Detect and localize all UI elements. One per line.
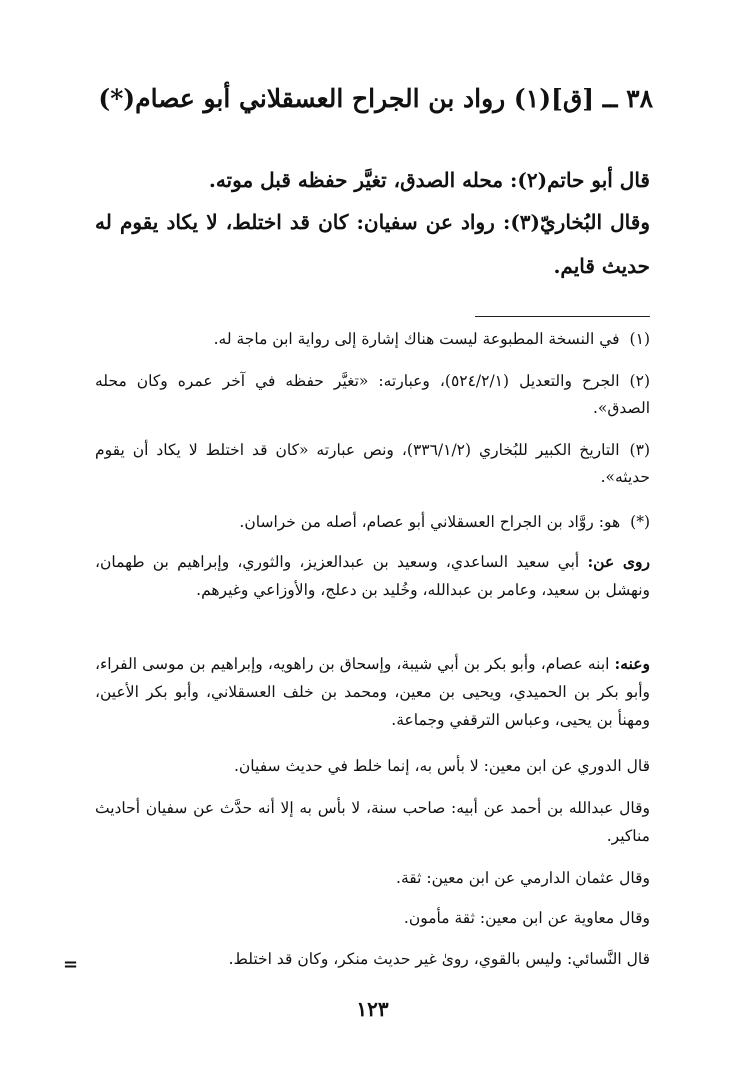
footnote-separator — [475, 316, 650, 317]
bio-quote-nasai: قال النَّسائي: وليس بالقوي، روىٰ غير حديث منكر، وكان قد اختلط. — [228, 950, 650, 968]
footnote-text: في النسخة المطبوعة ليست هناك إشارة إلى رواية ابن ماجة له. — [213, 330, 620, 348]
bio-text: ابنه عصام، وأبو بكر بن أبي شيبة، وإسحاق بن راهويه، وإبراهيم بن موسى الفراء، وأبو بكر بن الحميدي، ويحيى بن معين، ومحمد بن خلف العسقلاني، وأبو بكر الأعين، ومهنأ بن يحيى، وعباس الترقفي وجماعة. — [95, 655, 650, 729]
bio-quote-darimi: وقال عثمان الدارمي عن ابن معين: ثقة. — [396, 869, 650, 887]
entry-heading: ٣٨ ــ [ق](١) رواد بن الجراح العسقلاني أبو عصام(*) — [98, 84, 653, 113]
footnote-marker: (*) — [630, 513, 650, 531]
footnote-text: التاريخ الكبير للبُخاري (٣٣٦/١/٢)، ونص عبارته «كان قد اختلط لا يكاد أن يقوم حديثه». — [95, 441, 650, 486]
footnote-2 — [95, 368, 650, 422]
footnote-text: الجرح والتعديل (٥٢٤/٢/١)، وعبارته: «تغيَّر حفظه في آخر عمره وكان محله الصدق». — [95, 372, 650, 417]
body-paragraph-bukhari: وقال البُخاريّ(٣): رواد عن سفيان: كان قد اختلط، لا يكاد يقوم له حديث قايم. — [95, 210, 650, 278]
footnote-1 — [95, 326, 650, 353]
footnote-marker: (٣) — [629, 441, 650, 459]
body-paragraph-abu-hatim: قال أبو حاتم(٢): محله الصدق، تغيَّر حفظه قبل موته. — [208, 168, 650, 192]
page-number: ١٢٣ — [356, 997, 389, 1021]
bio-narrators — [95, 650, 650, 734]
footnote-text: هو: روَّاد بن الجراح العسقلاني أبو عصام، أصله من خراسان. — [239, 513, 621, 531]
footnote-3 — [95, 437, 650, 491]
footnote-marker: (١) — [629, 330, 650, 348]
bio-lead: روى عن: — [587, 552, 650, 571]
bio-lead: وعنه: — [614, 654, 650, 673]
bio-quote-muawiya: وقال معاوية عن ابن معين: ثقة مأمون. — [403, 909, 650, 927]
footnote-marker: (٢) — [629, 372, 650, 390]
bio-text: أبي سعيد الساعدي، وسعيد بن عبدالعزيز، والثوري، وإبراهيم بن طهمان، ونهشل بن سعيد، وعامر بن عبدالله، وخُليد بن دعلج، والأوزاعي وغيرهم. — [95, 553, 650, 599]
bio-quote-abdullah: وقال عبدالله بن أحمد عن أبيه: صاحب سنة، لا بأس به إلا أنه حدَّث عن سفيان أحاديث مناكير. — [95, 799, 650, 845]
bio-narrated-from — [95, 548, 650, 604]
footnote-asterisk — [95, 509, 650, 536]
bio-quote-douri: قال الدوري عن ابن معين: لا بأس به، إنما خلط في حديث سفيان. — [233, 757, 650, 775]
continuation-mark: = — [63, 954, 79, 975]
